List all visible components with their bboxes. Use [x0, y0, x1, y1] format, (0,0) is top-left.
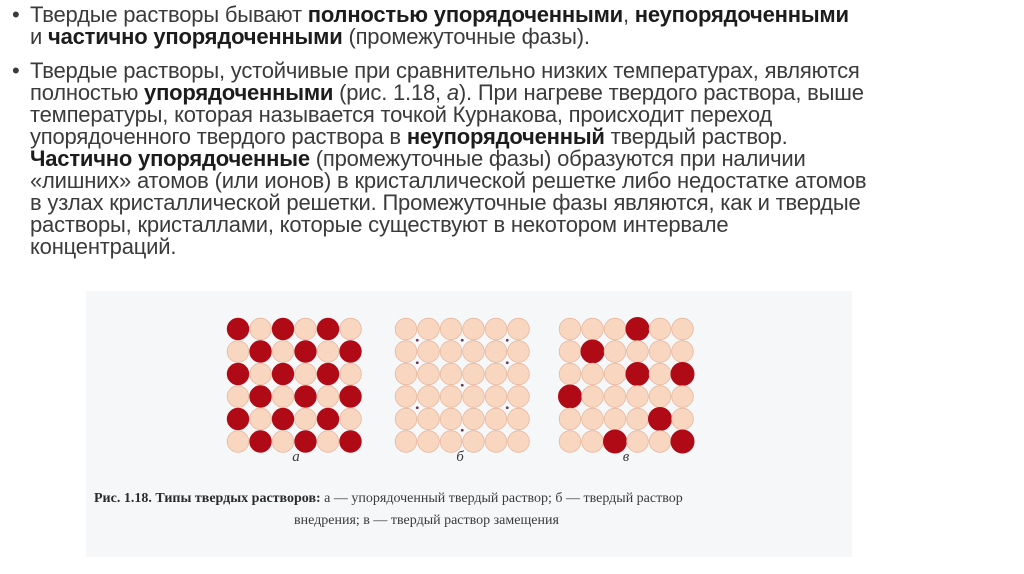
atom-light: [418, 363, 440, 385]
atom-light: [649, 363, 671, 385]
text-segment: (промежуточные фазы) образуются при наличии: [309, 146, 806, 171]
atom-light: [463, 386, 485, 408]
atom-light: [485, 341, 507, 363]
atom-light: [272, 386, 294, 408]
atom-light: [672, 408, 694, 430]
atom-light: [440, 408, 462, 430]
atom-light: [272, 341, 294, 363]
atom-light: [340, 408, 362, 430]
atom-light: [295, 363, 317, 385]
atom-light: [463, 318, 485, 340]
atom-light: [485, 386, 507, 408]
text-segment: Частично упорядоченные: [30, 146, 310, 171]
atom-light: [418, 341, 440, 363]
atom-light: [582, 386, 604, 408]
atom-dark: [340, 386, 362, 408]
atom-light: [627, 386, 649, 408]
atom-light: [672, 341, 694, 363]
atom-light: [440, 386, 462, 408]
atom-light: [250, 363, 272, 385]
atom-light: [395, 318, 417, 340]
atom-dark: [671, 362, 694, 385]
text-segment: частично упорядоченными: [48, 24, 343, 49]
atom-dark: [295, 341, 317, 363]
atom-light: [395, 363, 417, 385]
atom-light: [604, 386, 626, 408]
bullet-2-text: [30, 60, 1016, 258]
caption-text-1: а — упорядоченный твердый раствор; б — твердый раствор: [320, 491, 683, 506]
caption-line-1: [86, 488, 852, 510]
text-segment: твердый раствор.: [604, 124, 788, 149]
atom-light: [604, 408, 626, 430]
text-segment: ,: [622, 2, 635, 27]
atom-light: [604, 341, 626, 363]
atom-light: [463, 341, 485, 363]
atom-dark: [317, 318, 339, 340]
atom-light: [508, 318, 530, 340]
caption-prefix: Рис. 1.18.: [94, 491, 152, 506]
interstitial-atom: [461, 429, 464, 432]
atom-light: [227, 341, 249, 363]
atom-light: [485, 431, 507, 453]
text-segment: в узлах кристаллической решетки. Промежуточные фазы являются, как и твердые: [30, 190, 861, 215]
atom-light: [508, 363, 530, 385]
text-segment: (рис. 1.18,: [333, 80, 447, 105]
panel-interstitial: [395, 318, 529, 452]
interstitial-atom: [461, 339, 464, 342]
atom-light: [418, 318, 440, 340]
text-segment: концентраций.: [30, 234, 177, 259]
interstitial-atom: [506, 361, 509, 364]
text-segment: упорядоченного твердого раствора в: [30, 124, 407, 149]
bullet-dot: •: [12, 2, 20, 27]
atom-light: [559, 341, 581, 363]
atom-light: [508, 386, 530, 408]
atom-light: [317, 386, 339, 408]
atom-light: [604, 318, 626, 340]
atom-dark: [295, 386, 317, 408]
interstitial-atom: [461, 384, 464, 387]
atom-dark: [558, 385, 581, 408]
atom-light: [395, 341, 417, 363]
atom-light: [672, 318, 694, 340]
atom-light: [582, 363, 604, 385]
atom-light: [627, 431, 649, 453]
panel-label-a: а: [292, 449, 300, 465]
bullet-1: [8, 4, 1016, 48]
atom-light: [582, 408, 604, 430]
atom-light: [582, 318, 604, 340]
text-segment: упорядоченными: [144, 80, 334, 105]
caption-line-2: внедрения; в — твердый раствор замещения: [294, 513, 559, 528]
atom-light: [649, 431, 671, 453]
atom-light: [317, 431, 339, 453]
text-segment: а: [446, 80, 459, 105]
text-segment: полностью упорядоченными: [307, 2, 623, 27]
atom-light: [649, 386, 671, 408]
atom-light: [272, 431, 294, 453]
atom-dark: [250, 431, 272, 453]
atom-light: [559, 431, 581, 453]
atom-light: [649, 318, 671, 340]
atom-light: [227, 431, 249, 453]
atom-dark: [340, 341, 362, 363]
atom-light: [440, 363, 462, 385]
atom-light: [649, 341, 671, 363]
text-segment: неупорядоченными: [634, 2, 849, 27]
atom-light: [440, 341, 462, 363]
atom-light: [485, 408, 507, 430]
atom-light: [508, 431, 530, 453]
atom-light: [485, 363, 507, 385]
atom-dark: [626, 362, 649, 385]
atom-dark: [227, 318, 249, 340]
atom-light: [508, 408, 530, 430]
text-segment: Твердые растворы бывают: [30, 2, 308, 27]
atom-light: [250, 318, 272, 340]
bullet-dot: •: [12, 58, 20, 83]
figure-caption: [86, 488, 852, 532]
atom-light: [340, 318, 362, 340]
atom-dark: [626, 317, 649, 340]
atom-dark: [317, 408, 339, 430]
atom-dark: [227, 363, 249, 385]
atom-dark: [272, 363, 294, 385]
text-segment: (промежуточные фазы).: [342, 24, 590, 49]
atom-dark: [581, 340, 604, 363]
slide-text: [8, 4, 1016, 258]
atom-light: [485, 318, 507, 340]
panel-substitutional: [558, 317, 694, 453]
atom-light: [395, 431, 417, 453]
caption-title: Типы твердых растворов:: [155, 491, 321, 506]
atom-light: [340, 363, 362, 385]
atom-light: [395, 408, 417, 430]
atom-dark: [227, 408, 249, 430]
atom-dark: [648, 407, 671, 430]
atom-light: [559, 363, 581, 385]
atom-light: [463, 431, 485, 453]
text-segment: полностью: [30, 80, 145, 105]
bullet-2: [8, 60, 1016, 258]
text-segment: растворы, кристаллами, которые существуют в некотором интервале: [30, 212, 729, 237]
atom-light: [317, 341, 339, 363]
atom-light: [295, 318, 317, 340]
panel-label-c: в: [622, 449, 630, 465]
text-segment: ). При нагреве твердого раствора, выше: [458, 80, 864, 105]
text-segment: «лишних» атомов (или ионов) в кристаллической решетке либо недостатке атомов: [30, 168, 867, 193]
atom-dark: [272, 408, 294, 430]
crystal-lattice-diagram: [86, 291, 852, 491]
atom-light: [672, 386, 694, 408]
atom-dark: [340, 431, 362, 453]
interstitial-atom: [416, 339, 419, 342]
atom-light: [418, 431, 440, 453]
atom-light: [582, 431, 604, 453]
atom-dark: [317, 363, 339, 385]
atom-light: [463, 363, 485, 385]
atom-light: [418, 386, 440, 408]
atom-light: [559, 318, 581, 340]
panel-ordered: [227, 318, 361, 452]
panel-label-b: б: [456, 449, 464, 465]
text-segment: и: [30, 24, 49, 49]
atom-dark: [272, 318, 294, 340]
interstitial-atom: [506, 406, 509, 409]
atom-light: [395, 386, 417, 408]
atom-light: [418, 408, 440, 430]
atom-light: [559, 408, 581, 430]
bullet-1-text: [30, 4, 1016, 48]
atom-light: [440, 318, 462, 340]
atom-dark: [671, 430, 694, 453]
atom-light: [508, 341, 530, 363]
atom-light: [463, 408, 485, 430]
atom-dark: [250, 341, 272, 363]
atom-light: [250, 408, 272, 430]
text-segment: неупорядоченный: [406, 124, 605, 149]
interstitial-atom: [416, 361, 419, 364]
interstitial-atom: [506, 339, 509, 342]
atom-light: [295, 408, 317, 430]
atom-light: [627, 341, 649, 363]
interstitial-atom: [416, 406, 419, 409]
atom-light: [627, 408, 649, 430]
atom-dark: [250, 386, 272, 408]
figure-1-18: [86, 291, 852, 557]
atom-light: [604, 363, 626, 385]
atom-light: [227, 386, 249, 408]
text-segment: Твердые растворы, устойчивые при сравнительно низких температурах, являются: [30, 58, 860, 83]
text-segment: температуры, которая называется точкой Курнакова, происходит переход: [30, 102, 773, 127]
